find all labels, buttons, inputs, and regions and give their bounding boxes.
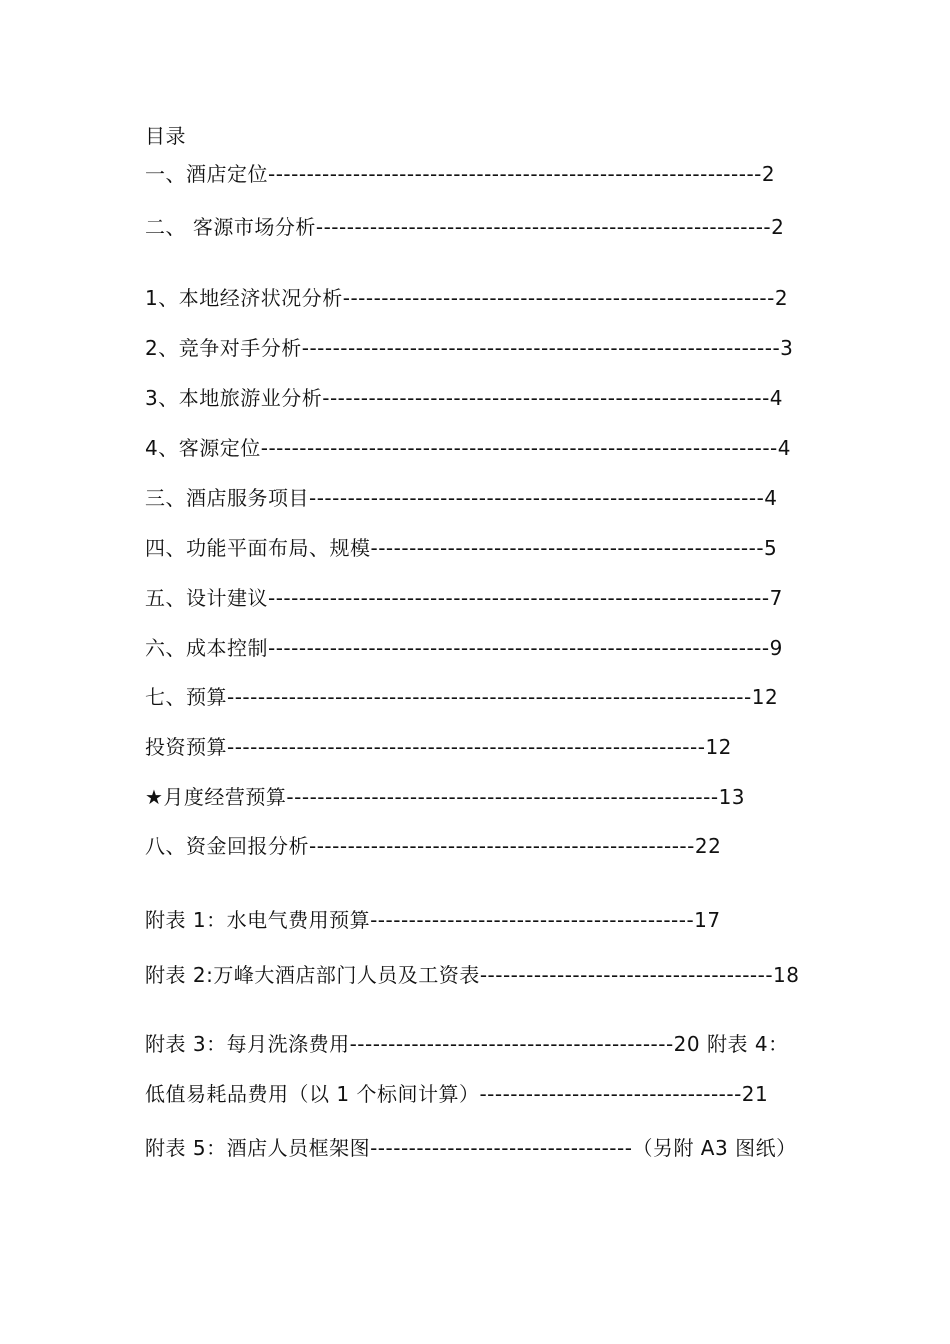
toc-entry-appendix-1: 附表 1：水电气费用预算------------------------------------------17 [145,908,721,932]
toc-entry-appendix-2: 附表 2:万峰大酒店部门人员及工资表--------------------------------------18 [145,963,800,987]
toc-entry-appendix-4: 低值易耗品费用（以 1 个标间计算）----------------------------------21 [145,1082,769,1106]
toc-entry-market-analysis: 二、 客源市场分析-----------------------------------------------------------2 [145,215,785,239]
toc-entry-local-economy: 1、本地经济状况分析--------------------------------------------------------2 [145,286,789,310]
toc-entry-customer-positioning: 4、客源定位-------------------------------------------------------------------4 [145,436,791,460]
toc-entry-hotel-positioning: 一、酒店定位----------------------------------------------------------------2 [145,162,776,186]
toc-title: 目录 [145,124,186,148]
toc-entry-appendix-5: 附表 5：酒店人员框架图----------------------------------（另附 A3 图纸） [145,1136,797,1160]
toc-entry-monthly-budget: ★月度经营预算--------------------------------------------------------13 [145,785,746,809]
toc-entry-design-advice: 五、设计建议-----------------------------------------------------------------7 [145,586,783,610]
toc-entry-competitor-analysis: 2、竞争对手分析--------------------------------------------------------------3 [145,336,794,360]
toc-entry-budget: 七、预算--------------------------------------------------------------------12 [145,685,779,709]
toc-entry-hotel-services: 三、酒店服务项目-----------------------------------------------------------4 [145,486,778,510]
toc-entry-tourism-analysis: 3、本地旅游业分析----------------------------------------------------------4 [145,386,784,410]
toc-entry-investment-budget: 投资预算--------------------------------------------------------------12 [145,735,732,759]
toc-entry-layout-scale: 四、功能平面布局、规模---------------------------------------------------5 [145,536,778,560]
toc-entry-appendix-3: 附表 3：每月洗涤费用------------------------------------------20 附表 4： [145,1032,789,1056]
toc-entry-cost-control: 六、成本控制-----------------------------------------------------------------9 [145,636,783,660]
toc-entry-return-analysis: 八、资金回报分析--------------------------------------------------22 [145,834,722,858]
